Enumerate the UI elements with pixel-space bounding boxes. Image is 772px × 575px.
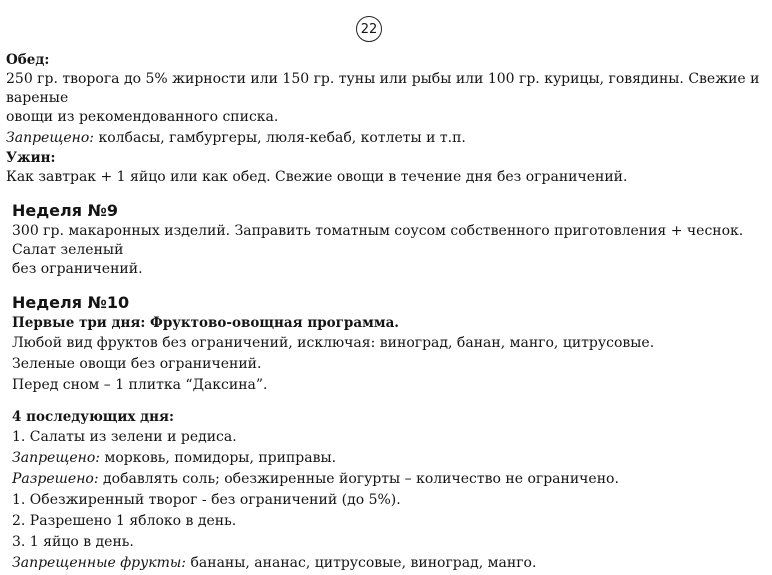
lunch-line-2: овощи из рекомендованного списка. — [6, 109, 279, 125]
week10-last-days: 4 последующих дня: — [12, 409, 174, 425]
week10-first-days: Первые три дня: Фруктово-овощная программа. — [12, 315, 400, 331]
lunch-forbidden-text: колбасы, гамбургеры, люля-кебаб, котлеты и т.п. — [94, 130, 466, 146]
week10-line-3: Перед сном – 1 плитка “Даксина”. — [12, 377, 268, 393]
lunch-forbidden — [6, 129, 766, 148]
document-body — [6, 52, 766, 575]
week10-fruits — [12, 554, 766, 573]
week10-item-3: 2. Разрешено 1 яблоко в день. — [12, 513, 237, 529]
lunch-forbidden-label: Запрещено: — [6, 130, 94, 146]
week10-item-2: 1. Обезжиренный творог - без ограничений (до 5%). — [12, 492, 401, 508]
week10-forbidden-label: Запрещено: — [12, 450, 100, 466]
week10-fruits-label: Запрещенные фрукты: — [12, 555, 187, 571]
week10-allowed-label: Разрешено: — [12, 471, 99, 487]
week10-line-1: Любой вид фруктов без ограничений, исключая: виноград, банан, манго, цитрусовые. — [12, 335, 655, 351]
week10-allowed — [12, 470, 766, 489]
week10-item-4: 3. 1 яйцо в день. — [12, 534, 134, 550]
page-number: 22 — [356, 16, 382, 42]
week10-forbidden — [12, 449, 766, 468]
week9-line-1: 300 гр. макаронных изделий. Заправить томатным соусом собственного приготовления + чеснок. Салат зеленый — [12, 223, 744, 258]
week9-title: Неделя №9 — [12, 201, 118, 220]
week9-line-2: без ограничений. — [12, 261, 143, 277]
dinner-heading: Ужин: — [6, 150, 56, 166]
week10-item-1: 1. Салаты из зелени и редиса. — [12, 429, 237, 445]
week10-allowed-text: добавлять соль; обезжиренные йогурты – количество не ограничено. — [98, 471, 619, 487]
lunch-heading: Обед: — [6, 52, 50, 68]
week10-forbidden-text: морковь, помидоры, приправы. — [100, 450, 337, 466]
week10-title: Неделя №10 — [12, 293, 130, 312]
dinner-text: Как завтрак + 1 яйцо или как обед. Свежие овощи в течение дня без ограничений. — [6, 169, 628, 185]
week9-text — [12, 222, 766, 279]
lunch-line-1: 250 гр. творога до 5% жирности или 150 гр. туны или рыбы или 100 гр. курицы, говядины. Свежие и вареные — [6, 71, 760, 106]
lunch-text — [6, 70, 766, 127]
week10-line-2: Зеленые овощи без ограничений. — [12, 356, 262, 372]
week10-fruits-text: бананы, ананас, цитрусовые, виноград, манго. — [186, 555, 537, 571]
